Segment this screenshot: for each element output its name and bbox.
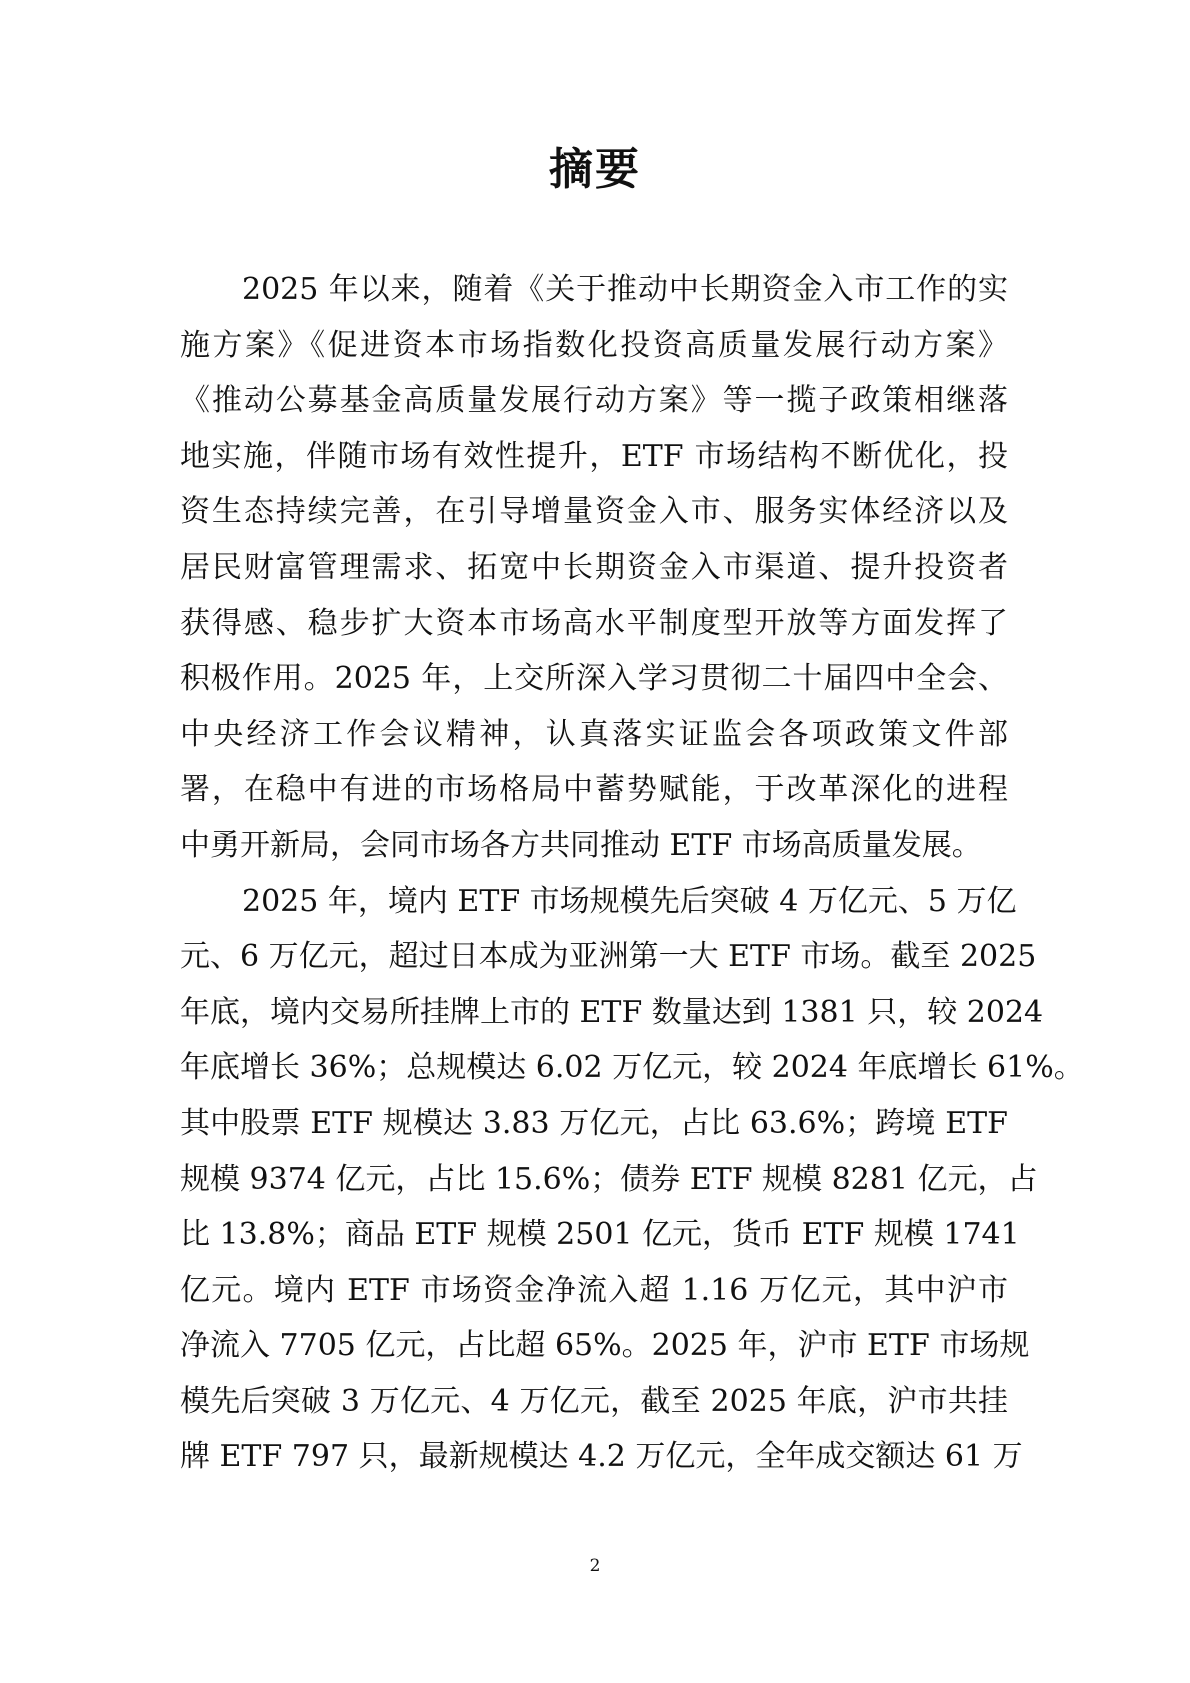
paragraph-line: 《推动公募基金高质量发展行动方案》等一揽子政策相继落 <box>180 383 1008 419</box>
document-body <box>180 262 1084 1485</box>
paragraph-line: 元、6 万亿元，超过日本成为亚洲第一大 ETF 市场。截至 2025 <box>180 939 1037 975</box>
paragraph-line: 模先后突破 3 万亿元、4 万亿元，截至 2025 年底，沪市共挂 <box>180 1383 1008 1419</box>
paragraph-2 <box>180 874 1084 1486</box>
paragraph-line: 年底增长 36%；总规模达 6.02 万亿元，较 2024 年底增长 61%。 <box>180 1050 1084 1086</box>
paragraph-line: 署，在稳中有进的市场格局中蓄势赋能，于改革深化的进程 <box>180 772 1008 808</box>
paragraph-line: 地实施，伴随市场有效性提升，ETF 市场结构不断优化，投 <box>180 438 1008 474</box>
paragraph-line: 2025 年，境内 ETF 市场规模先后突破 4 万亿元、5 万亿 <box>242 883 1017 919</box>
paragraph-line: 牌 ETF 797 只，最新规模达 4.2 万亿元，全年成交额达 61 万 <box>180 1439 1023 1475</box>
paragraph-line: 施方案》《促进资本市场指数化投资高质量发展行动方案》 <box>180 327 1008 363</box>
paragraph-line: 获得感、稳步扩大资本市场高水平制度型开放等方面发挥了 <box>180 605 1008 641</box>
paragraph-line: 资生态持续完善，在引导增量资金入市、服务实体经济以及 <box>180 494 1008 530</box>
page-number: 2 <box>589 1556 601 1576</box>
paragraph-line: 其中股票 ETF 规模达 3.83 万亿元，占比 63.6%；跨境 ETF <box>180 1105 1008 1141</box>
paragraph-line: 亿元。境内 ETF 市场资金净流入超 1.16 万亿元，其中沪市 <box>180 1272 1008 1308</box>
paragraph-line: 积极作用。2025 年，上交所深入学习贯彻二十届四中全会、 <box>180 661 1008 697</box>
paragraph-line: 2025 年以来，随着《关于推动中长期资金入市工作的实 <box>242 272 1008 307</box>
paragraph-line: 中勇开新局，会同市场各方共同推动 ETF 市场高质量发展。 <box>180 827 982 863</box>
paragraph-line: 比 13.8%；商品 ETF 规模 2501 亿元，货币 ETF 规模 1741 <box>180 1217 1020 1253</box>
paragraph-line: 中央经济工作会议精神，认真落实证监会各项政策文件部 <box>180 716 1008 752</box>
page-title: 摘要 <box>549 144 641 195</box>
paragraph-line: 年底，境内交易所挂牌上市的 ETF 数量达到 1381 只，较 2024 <box>180 994 1044 1030</box>
paragraph-line: 规模 9374 亿元，占比 15.6%；债券 ETF 规模 8281 亿元，占 <box>180 1161 1038 1197</box>
paragraph-line: 净流入 7705 亿元，占比超 65%。2025 年，沪市 ETF 市场规 <box>180 1328 1030 1364</box>
paragraph-1 <box>180 262 1008 874</box>
paragraph-line: 居民财富管理需求、拓宽中长期资金入市渠道、提升投资者 <box>180 549 1008 585</box>
